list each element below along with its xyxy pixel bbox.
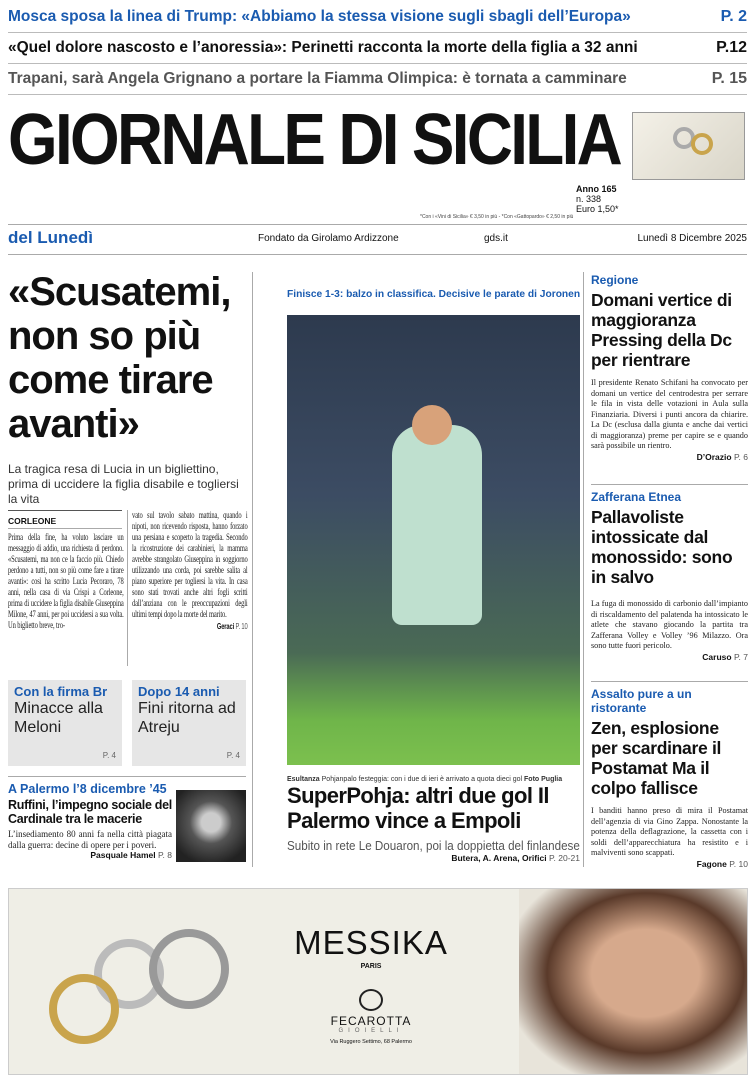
box-page: P. 4	[102, 751, 116, 760]
article-byline: Fagone P. 10	[696, 858, 748, 869]
article-headline: Domani vertice di maggioranza Pressing della Dc per rientrare	[591, 290, 732, 370]
article-kicker: Assalto pure a un ristorante	[591, 687, 692, 715]
article-byline: D’Orazio P. 6	[696, 451, 748, 462]
ruffini-text: L’insediamento 80 anni fa nella città piagata dalla guerra: decine di opere per i poveri.	[8, 829, 172, 850]
box-page: P. 4	[226, 751, 240, 760]
lead-headline[interactable]: «Scusatemi, non so più come tirare avanti»	[8, 270, 231, 446]
box-fini[interactable]	[132, 680, 246, 766]
box-title: Fini ritorna ad Atreju	[138, 700, 236, 736]
ad-jeweler: FECAROTTA	[330, 1014, 412, 1028]
player-figure	[392, 425, 482, 625]
page-ref: P.12	[716, 39, 747, 56]
box-kicker: Dopo 14 anni	[138, 684, 220, 699]
top-headline-1[interactable]	[8, 2, 747, 33]
article-text: I banditi hanno preso di mira il Postamat dell’agenzia di via Gino Zappa. Nonostante la potenza della deflagrazione, la cassetta con i soldi dell’apparecchiatura ha resistito e i malviventi sono scappati.	[591, 806, 748, 857]
ad-jeweler-sub: GIOIELLI	[338, 1028, 404, 1034]
article-text: Il presidente Renato Schifani ha convocato per domani un vertice del centrodestra per serrare le fila in vista delle votazioni in Aula sulla Finanziaria. Diversi i punti ancora da chiarire. La Dc (esclusa dalla giunta e anche dai vertici di maggioranza) preme per capire se e quando sarà possibile un rientro.	[591, 378, 748, 450]
messika-ad[interactable]	[8, 888, 748, 1075]
sport-article[interactable]	[287, 768, 580, 863]
right-article-2[interactable]	[591, 490, 748, 662]
article-kicker: Zafferana Etnea	[591, 490, 682, 504]
ruffini-byline: Pasquale Hamel P. 8	[90, 850, 172, 860]
ad-brand: MESSIKA	[294, 924, 448, 961]
ring-icon	[691, 133, 713, 155]
top-headline-2[interactable]	[8, 33, 747, 64]
fecarotta-logo-icon	[359, 989, 383, 1011]
player-head	[412, 405, 452, 445]
article-headline: Pallavoliste intossicate dal monossido: sono in salvo	[591, 507, 733, 587]
issue-number: n. 338	[576, 194, 602, 204]
box-kicker: Con la firma Br	[14, 684, 108, 699]
sport-headline[interactable]: SuperPohja: altri due gol Il Palermo vince a Empoli	[287, 783, 549, 833]
article-text: La fuga di monossido di carbonio dall’impianto di riscaldamento del palatenda ha intossicato le atlete che stavano giocando la partita tra Zafferana Volley e Volley ’96 Milazzo. Ora sono tutte fuori pericolo.	[591, 599, 748, 650]
page-ref: P. 15	[711, 70, 747, 87]
ad-model-photo	[519, 889, 748, 1075]
lead-col2	[132, 510, 248, 632]
lead-location: CORLEONE	[8, 516, 57, 526]
masthead-ad-rings[interactable]	[632, 112, 745, 180]
issue-year: Anno 165	[576, 184, 617, 194]
ruffini-headline: Ruffini, l’impegno sociale del Cardinale tra le macerie	[8, 798, 172, 826]
sport-photo[interactable]	[287, 315, 580, 765]
headline-text: Mosca sposa la linea di Trump: «Abbiamo la stessa visione sugli sbagli dell’Europa»	[8, 8, 631, 25]
ruffini-article[interactable]	[8, 780, 172, 860]
page-ref: P. 2	[720, 8, 747, 25]
issue-price: Euro 1,50*	[576, 204, 619, 214]
right-article-3[interactable]	[591, 687, 748, 869]
price-note: *Con i «Vini di Sicilia» € 3,50 in più - *Con «Gattopardo» € 2,50 in più	[420, 214, 574, 220]
masthead-logo: GIORNALE DI SICILIA	[8, 100, 621, 180]
headline-text: Trapani, sarà Angela Grignano a portare la Fiamma Olimpica: è tornata a camminare	[8, 70, 627, 87]
ad-address: Via Ruggero Settimo, 68 Palermo	[330, 1039, 412, 1045]
lead-subhead: La tragica resa di Lucia in un bigliettino, prima di uccidere la figlia disabile e togliersi la vita	[8, 462, 239, 506]
sport-subhead: Subito in rete Le Douaron, poi la doppietta del finlandese	[287, 839, 580, 853]
box-meloni[interactable]	[8, 680, 122, 766]
box-title: Minacce alla Meloni	[14, 700, 103, 736]
edition-label: del Lunedì	[8, 228, 93, 247]
cardinal-photo	[176, 790, 246, 862]
lead-text-col2: vato sul tavolo sabato mattina, quando i nipoti, non ricevendo risposta, hanno forzato una persiana e scoperto la tragedia. Secondo la ricostruzione dei carabinieri, la mamma avrebbe strangolato Giuseppina in soggiorno utilizzando una corda, poi sarebbe salita al piano superiore per togliersi la vita. In casa sono stati trovati anche altri fogli scritti dall’anziana con le preoccupazioni degli ultimi tempi dopo la morte del marito.	[132, 510, 248, 620]
issue-date: Lunedì 8 Dicembre 2025	[637, 233, 747, 244]
article-kicker: Regione	[591, 273, 639, 287]
ring-icon	[149, 929, 229, 1009]
lead-byline: Geraci P. 10	[216, 621, 248, 631]
lead-text-col1: Prima della fine, ha voluto lasciare un messaggio di addio, una richiesta di perdono. «Scusatemi, ma non ce la faccio più. Chiedo perdono a tutti, non so più come fare a tirare avanti»: così ha scritto Lucia Pecoraro, 78 anni, nella casa di via Crispi a Corleone, prima di uccidere la figlia disabile Giuseppina Milone, 47 anni, per poi uccidersi a sua volta. Un biglietto breve, tro-	[8, 532, 124, 631]
site-link[interactable]: gds.it	[484, 233, 508, 244]
issue-info	[576, 184, 619, 214]
photo-caption: Esultanza Pohjanpalo festeggia: con i due di ieri è arrivato a quota dieci gol Foto Puglia	[287, 776, 563, 783]
sport-kicker: Finisce 1-3: balzo in classifica. Decisive le parate di Joronen	[287, 288, 581, 300]
right-article-1[interactable]	[591, 273, 748, 462]
ad-city: PARIS	[360, 963, 382, 970]
headline-text: «Quel dolore nascosto e l’anoressia»: Perinetti racconta la morte della figlia a 32 anni	[8, 39, 638, 56]
top-headline-3[interactable]	[8, 64, 747, 95]
ruffini-kicker: A Palermo l’8 dicembre ’45	[8, 782, 167, 796]
ring-icon	[49, 974, 119, 1044]
article-headline: Zen, esplosione per scardinare il Postamat Ma il colpo fallisce	[591, 718, 722, 798]
article-byline: Caruso P. 7	[702, 651, 748, 662]
founder-line: Fondato da Girolamo Ardizzone	[258, 233, 399, 244]
sport-byline: Butera, A. Arena, Orifici P. 20-21	[451, 853, 580, 863]
